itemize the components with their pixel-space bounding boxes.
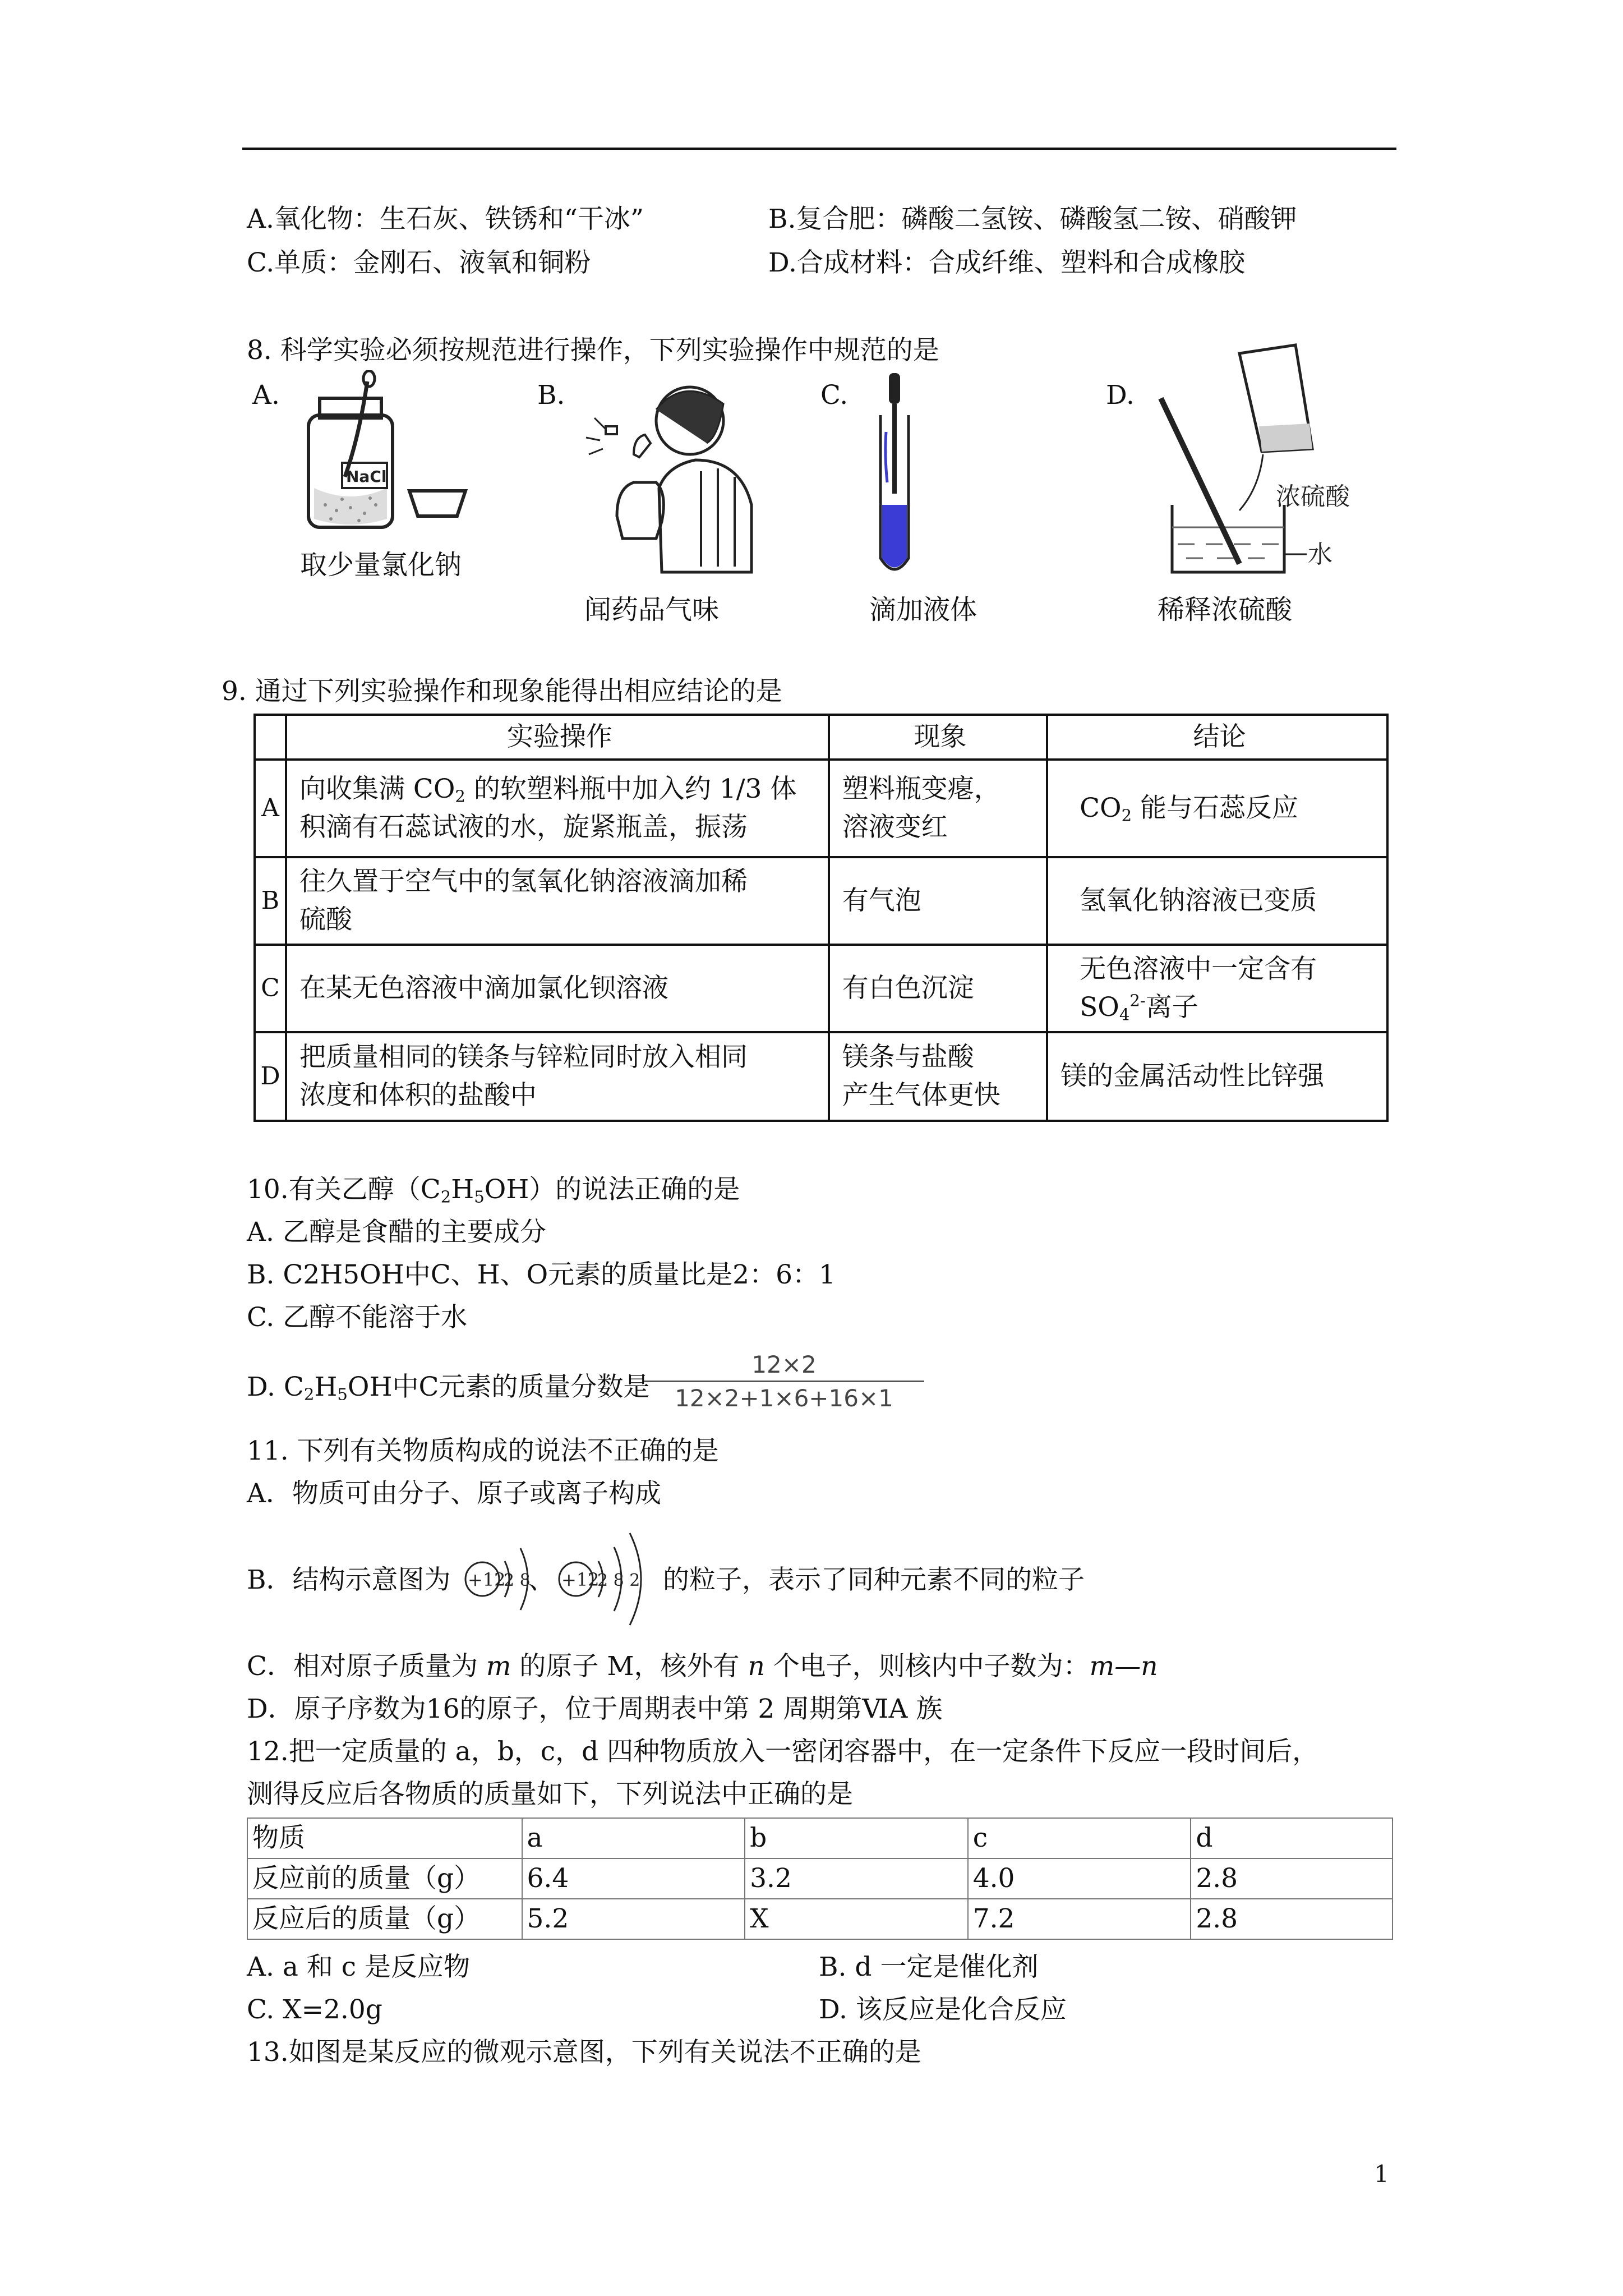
- q11-option-b-prefix: B．结构示意图为: [247, 1565, 451, 1595]
- q10-stem: 10.有关乙醇$(C_2H_5OH)$的说法正确的是: [247, 1174, 740, 1207]
- q11-option-b-text: 的粒子，表示了同种元素不同的粒子: [663, 1565, 1085, 1595]
- q8-option-d-label: D.: [1106, 380, 1135, 411]
- q12-option-a: A. a 和 c 是反应物: [247, 1952, 470, 1982]
- conclusion-cell: 无色溶液中一定含有 $SO_4^{2-}$离子: [1047, 945, 1387, 1032]
- q8-option-d-caption: 稀释浓硫酸: [1158, 594, 1293, 625]
- operation-cell: 在某无色溶液中滴加氯化钡溶液: [286, 945, 829, 1032]
- q7-option-a: A.氧化物：生石灰、铁锈和“干冰”: [247, 204, 644, 234]
- phenomenon-cell: 有气泡: [829, 857, 1047, 945]
- mass-fraction-formula: [644, 1351, 924, 1412]
- operation-cell: 把质量相同的镁条与锌粒同时放入相同 浓度和体积的盐酸中: [286, 1032, 829, 1121]
- table-cell: b: [745, 1818, 968, 1858]
- dropper-illustration: [872, 370, 917, 583]
- q8-option-a-caption: 取少量氯化钠: [300, 549, 462, 581]
- fraction-numerator: 12×2: [751, 1351, 817, 1378]
- table-cell: a: [522, 1818, 745, 1858]
- phenomenon-cell: 镁条与盐酸 产生气体更快: [829, 1032, 1047, 1121]
- q8-option-a-label: A.: [252, 380, 280, 411]
- q11-option-a: A．物质可由分子、原子或离子构成: [247, 1478, 661, 1509]
- q10-option-d: D. $C_2H_5OH$中C元素的质量分数是: [247, 1372, 650, 1404]
- header-rule: [242, 148, 1396, 150]
- table-cell: 7.2: [968, 1899, 1191, 1939]
- q8-stem: 8. 科学实验必须按规范进行操作，下列实验操作中规范的是: [247, 335, 939, 366]
- q10-option-a: A. 乙醇是食醋的主要成分: [247, 1217, 546, 1248]
- table-cell: 物质: [247, 1818, 522, 1858]
- table-header-row: [255, 715, 1387, 760]
- conclusion-cell: 镁的金属活动性比锌强: [1047, 1032, 1387, 1121]
- table-row: [255, 760, 1387, 857]
- row-letter: A: [255, 760, 286, 857]
- table-row: [247, 1858, 1393, 1899]
- q7-option-b: B.复合肥：磷酸二氢铵、磷酸氢二铵、硝酸钾: [768, 204, 1297, 234]
- table-header-cell: 结论: [1047, 715, 1387, 760]
- table-cell: X: [745, 1899, 968, 1939]
- conclusion-cell: 氢氧化钠溶液已变质: [1047, 857, 1387, 945]
- row-letter: D: [255, 1032, 286, 1121]
- table-cell: d: [1191, 1818, 1393, 1858]
- q12-mass-table: [247, 1818, 1393, 1940]
- q12-option-d: D. 该反应是化合反应: [819, 1994, 1067, 2025]
- table-row: [255, 1032, 1387, 1121]
- water-label: 水: [1308, 540, 1332, 569]
- nucleus-charge: +12: [561, 1569, 600, 1590]
- reagent-jar-illustration: [297, 370, 482, 539]
- operation-cell: 往久置于空气中的氢氧化钠溶液滴加稀 硫酸: [286, 857, 829, 945]
- q8-option-c-label: C.: [820, 380, 849, 411]
- q8-option-b-label: B.: [537, 380, 565, 411]
- atom-structure-diagram-2: [552, 1525, 670, 1631]
- q8-option-b-caption: 闻药品气味: [584, 594, 720, 625]
- phenomenon-cell: 有白色沉淀: [829, 945, 1047, 1032]
- operation-cell: 向收集满 $CO_2$ 的软塑料瓶中加入约 1/3 体 积滴有石蕊试液的水，旋紧瓶盖，振荡: [286, 760, 829, 857]
- table-cell: 反应前的质量（g）: [247, 1858, 522, 1899]
- table-cell: 3.2: [745, 1858, 968, 1899]
- acid-label: 浓硫酸: [1276, 482, 1350, 511]
- table-cell: 5.2: [522, 1899, 745, 1939]
- q11-option-d: D．原子序数为16的原子，位于周期表中第 2 周期第ⅥA 族: [247, 1694, 943, 1724]
- q7-option-d: D.合成材料：合成纤维、塑料和合成橡胶: [768, 247, 1245, 278]
- q12-option-b: B. d 一定是催化剂: [819, 1952, 1039, 1982]
- table-cell: c: [968, 1818, 1191, 1858]
- electron-shells: 2 8: [504, 1571, 531, 1590]
- table-header-cell: 现象: [829, 715, 1047, 760]
- page-number: 1: [1374, 2160, 1389, 2188]
- electron-shells: 2 8 2: [597, 1571, 640, 1590]
- conclusion-cell: $CO_2$ 能与石蕊反应: [1047, 760, 1387, 857]
- q13-stem: 13.如图是某反应的微观示意图，下列有关说法不正确的是: [247, 2037, 921, 2068]
- table-cell: 2.8: [1191, 1899, 1393, 1939]
- fraction-bar: [644, 1381, 924, 1382]
- smelling-person-illustration: [583, 376, 768, 578]
- q9-stem: 9. 通过下列实验操作和现象能得出相应结论的是: [222, 676, 782, 707]
- q12-stem-line1: 12.把一定质量的 a，b，c，d 四种物质放入一密闭容器中，在一定条件下反应一段时间后，: [247, 1736, 1319, 1767]
- phenomenon-cell: 塑料瓶变瘪， 溶液变红: [829, 760, 1047, 857]
- nucleus-charge: +12: [468, 1569, 506, 1590]
- q12-option-c: C. X=2.0g: [247, 1994, 382, 2025]
- q12-stem-line2: 测得反应后各物质的质量如下，下列说法中正确的是: [247, 1779, 853, 1810]
- table-header-cell: [255, 715, 286, 760]
- q10-option-c: C. 乙醇不能溶于水: [247, 1302, 468, 1333]
- table-header-cell: 实验操作: [286, 715, 829, 760]
- q8-option-c-caption: 滴加液体: [869, 594, 978, 625]
- q11-option-b-separator: 、: [528, 1565, 555, 1595]
- table-cell: 6.4: [522, 1858, 745, 1899]
- q11-stem: 11. 下列有关物质构成的说法不正确的是: [247, 1435, 719, 1466]
- q7-option-c: C.单质：金刚石、液氧和铜粉: [247, 247, 591, 278]
- row-letter: C: [255, 945, 286, 1032]
- table-cell: 4.0: [968, 1858, 1191, 1899]
- table-row: [255, 945, 1387, 1032]
- table-row: [247, 1899, 1393, 1939]
- table-cell: 2.8: [1191, 1858, 1393, 1899]
- table-row: [255, 857, 1387, 945]
- table-cell: 反应后的质量（g）: [247, 1899, 522, 1939]
- row-letter: B: [255, 857, 286, 945]
- table-row: [247, 1818, 1393, 1858]
- q11-option-c: C．相对原子质量为 m 的原子 M，核外有 n 个电子，则核内中子数为：m—n: [247, 1651, 1158, 1682]
- q10-option-b: B. C2H5OH中C、H、O元素的质量比是2：6：1: [247, 1259, 836, 1290]
- fraction-denominator: 12×2+1×6+16×1: [675, 1384, 893, 1412]
- q9-table: [253, 714, 1389, 1122]
- dilute-acid-illustration: [1155, 342, 1368, 578]
- nacl-jar-label: NaCl: [346, 467, 387, 486]
